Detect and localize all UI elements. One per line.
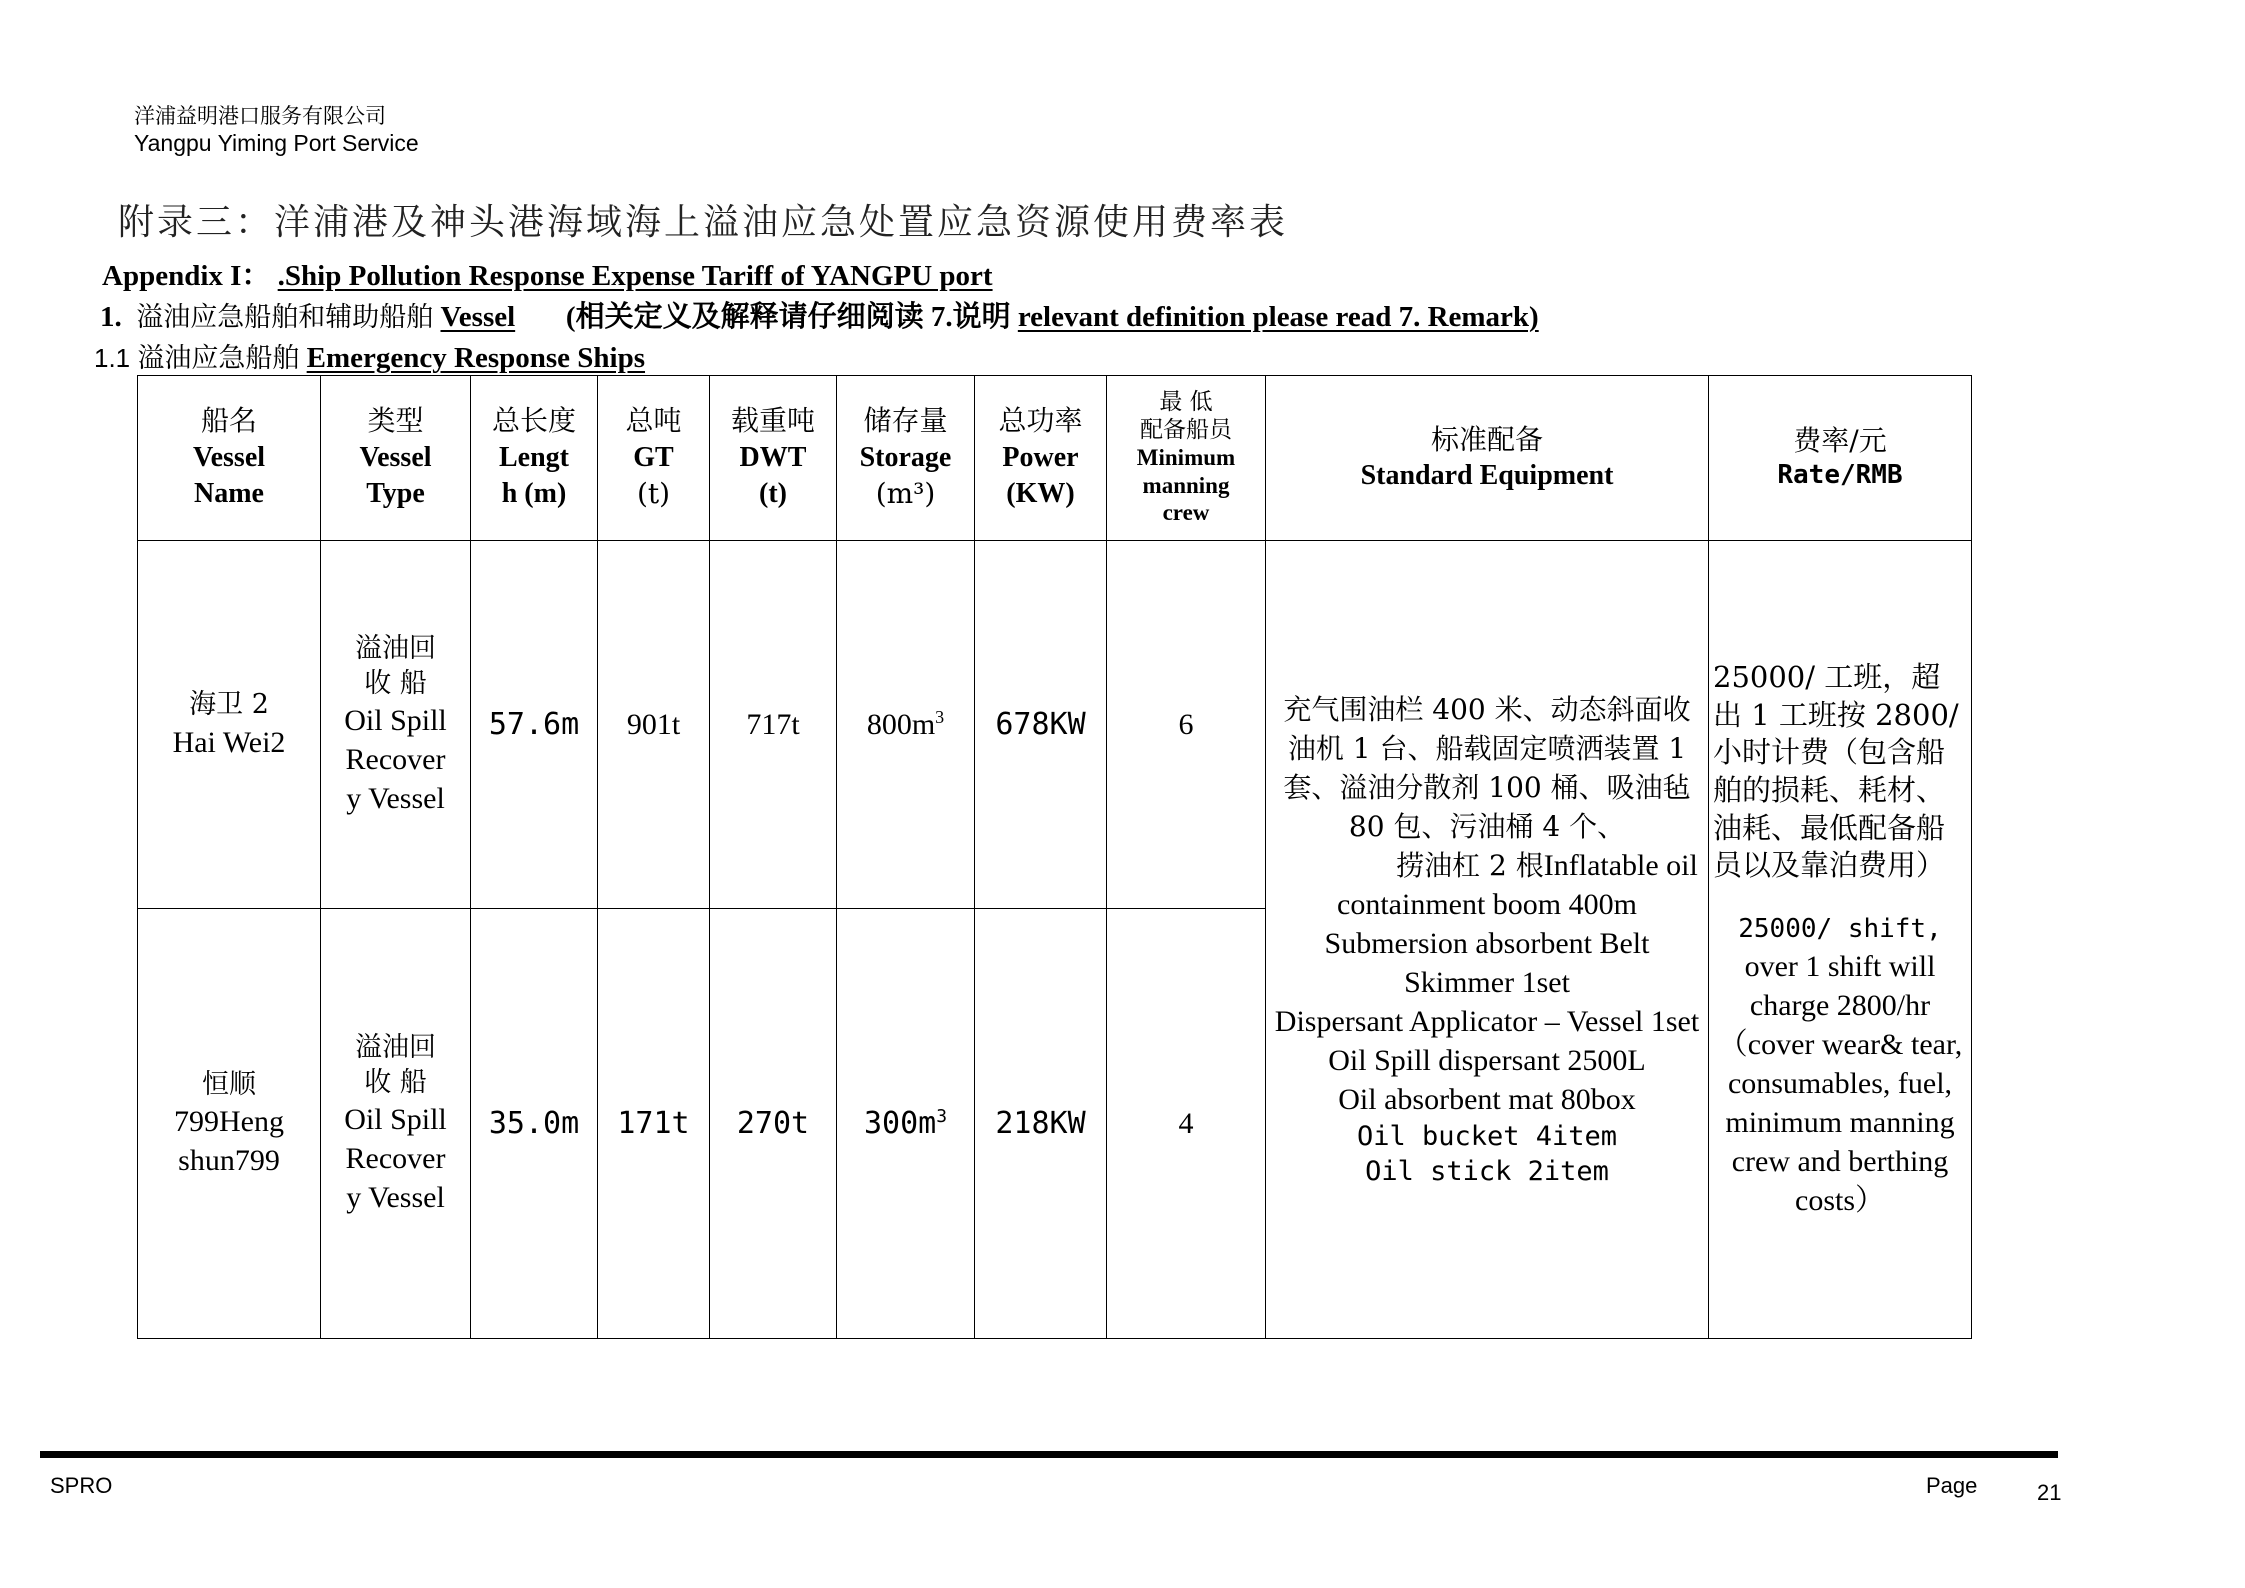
section-1-1-label-en: Emergency Response Ships bbox=[306, 342, 646, 374]
cell-vessel-type: 溢油回 收 船 Oil Spill Recover y Vessel bbox=[321, 541, 471, 909]
footer-org: SPRO bbox=[50, 1473, 113, 1498]
appendix-heading bbox=[102, 253, 993, 294]
cell-rate: 25000/ 工班，超出 1 工班按 2800/小时计费（包含船舶的损耗、耗材、油耗、最低配备船员以及靠泊费用） 25000/ shift, over 1 shift will charge 2800/hr （cover wear& tear, consumables, fuel, minimum manning crew and berthing costs） bbox=[1709, 541, 1972, 1339]
header-length: 总长度 Lengt h (m) bbox=[471, 376, 598, 541]
cell-length: 57.6m bbox=[471, 541, 598, 909]
header-rate: 费率/元 Rate/RMB bbox=[1709, 376, 1972, 541]
cell-vessel-name: 恒顺 799Heng shun799 bbox=[138, 909, 321, 1339]
table-header-row bbox=[138, 376, 1972, 541]
section-1-label-cn: 溢油应急船舶和辅助船舶 bbox=[136, 302, 434, 333]
cell-power: 218KW bbox=[975, 909, 1107, 1339]
section-1-number: 1. bbox=[100, 301, 122, 333]
cell-length: 35.0m bbox=[471, 909, 598, 1339]
cell-storage: $800m^3$ bbox=[837, 541, 975, 909]
header-standard-equipment: 标准配备 Standard Equipment bbox=[1266, 376, 1709, 541]
cell-vessel-type: 溢油回 收 船 Oil Spill Recover y Vessel bbox=[321, 909, 471, 1339]
header-minimum-crew: 最 低 配备船员 Minimum manning crew bbox=[1107, 376, 1266, 541]
cell-vessel-name: 海卫 2 Hai Wei2 bbox=[138, 541, 321, 909]
header-power: 总功率 Power (KW) bbox=[975, 376, 1107, 541]
table-row bbox=[138, 541, 1972, 909]
header-vessel-name: 船名 Vessel Name bbox=[138, 376, 321, 541]
cell-crew: 4 bbox=[1107, 909, 1266, 1339]
cell-storage: $300m^3$ bbox=[837, 909, 975, 1339]
cell-standard-equipment: 充气围油栏 400 米、动态斜面收油机 1 台、船载固定喷洒装置 1 套、溢油分散剂 100 桶、吸油毡 80 包、污油桶 4 个、 捞油杠 2 根Inflatable oil containment boom 400m Submersion absorbent Belt Skimmer 1set Dispersant Applicator – Vessel 1set Oil Spill dispersant 2500L Oil absorbent mat 80box Oil bucket 4item Oil stick 2item bbox=[1266, 541, 1709, 1339]
page-title: 附录三：洋浦港及神头港海域海上溢油应急处置应急资源使用费率表 bbox=[118, 202, 1289, 243]
footer-page-number: 21 bbox=[2037, 1480, 2062, 1505]
footer-divider bbox=[40, 1451, 2058, 1458]
cell-gt: 171t bbox=[598, 909, 710, 1339]
cell-dwt: 270t bbox=[710, 909, 837, 1339]
company-name-cn: 洋浦益明港口服务有限公司 bbox=[134, 104, 386, 128]
cell-dwt: 717t bbox=[710, 541, 837, 909]
appendix-title: .Ship Pollution Response Expense Tariff of YANGPU port bbox=[277, 260, 993, 292]
section-1-note-cn: (相关定义及解释请仔细阅读 7.说明 bbox=[565, 301, 1011, 333]
appendix-prefix: Appendix I： bbox=[102, 260, 271, 292]
cell-crew: 6 bbox=[1107, 541, 1266, 909]
section-1-label-en: Vessel bbox=[440, 301, 516, 333]
section-1-1-label-cn: 溢油应急船舶 bbox=[137, 343, 300, 374]
section-1-1-number: 1.1 bbox=[94, 343, 131, 373]
footer-page-label: Page bbox=[1926, 1473, 1978, 1498]
section-1-note-en: relevant definition please read 7. Remark) bbox=[1017, 301, 1539, 333]
section-1-heading bbox=[100, 294, 1539, 335]
tariff-table bbox=[137, 375, 1972, 1339]
cell-gt: 901t bbox=[598, 541, 710, 909]
cell-power: 678KW bbox=[975, 541, 1107, 909]
header-vessel-type: 类型 Vessel Type bbox=[321, 376, 471, 541]
company-name-en: Yangpu Yiming Port Service bbox=[134, 130, 419, 156]
header-dwt: 载重吨 DWT (t) bbox=[710, 376, 837, 541]
section-1-1-heading bbox=[94, 336, 645, 375]
header-storage: 储存量 Storage (m³) bbox=[837, 376, 975, 541]
header-gt: 总吨 GT (t) bbox=[598, 376, 710, 541]
